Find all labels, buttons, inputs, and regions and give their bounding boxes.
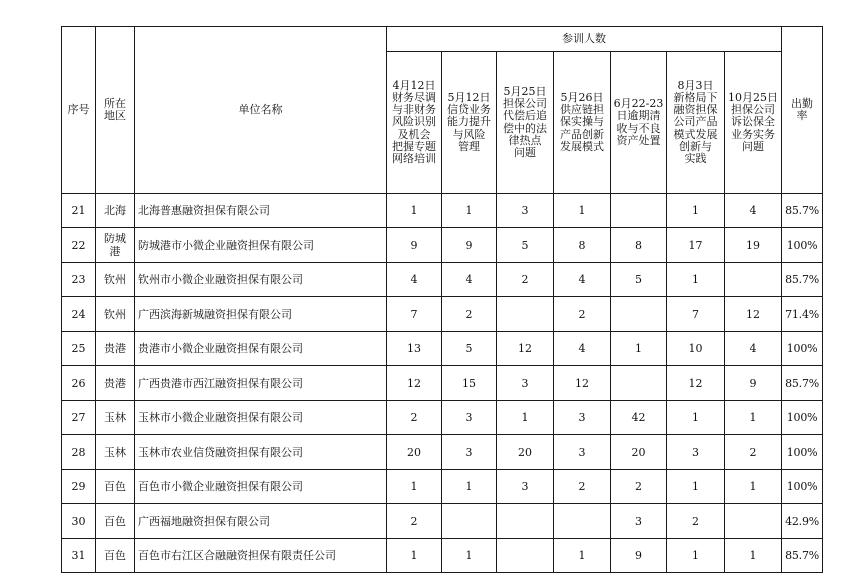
count-cell (725, 504, 782, 539)
count-cell: 15 (442, 366, 497, 401)
attendance-rate-cell: 100% (782, 435, 823, 470)
seq-cell: 24 (62, 297, 96, 332)
count-cell: 12 (387, 366, 442, 401)
count-cell: 3 (497, 470, 554, 504)
count-cell (725, 263, 782, 297)
count-cell: 1 (554, 539, 611, 573)
unit-name-cell: 玉林市小微企业融资担保有限公司 (135, 401, 387, 435)
count-cell: 1 (387, 539, 442, 573)
count-cell: 2 (611, 470, 667, 504)
count-cell: 1 (387, 194, 442, 228)
unit-name-cell: 百色市小微企业融资担保有限公司 (135, 470, 387, 504)
table-row (62, 263, 823, 297)
header-training-5: 6月22-23 日逾期清 收与不良 资产处置 (611, 52, 667, 194)
count-cell (442, 504, 497, 539)
unit-name-cell: 广西滨海新城融资担保有限公司 (135, 297, 387, 332)
count-cell (497, 297, 554, 332)
count-cell: 19 (725, 228, 782, 263)
count-cell: 1 (667, 401, 725, 435)
attendance-rate-cell: 100% (782, 401, 823, 435)
attendance-rate-cell: 100% (782, 228, 823, 263)
seq-cell: 21 (62, 194, 96, 228)
count-cell: 7 (667, 297, 725, 332)
count-cell: 2 (387, 504, 442, 539)
count-cell: 3 (667, 435, 725, 470)
seq-cell: 30 (62, 504, 96, 539)
count-cell: 1 (387, 470, 442, 504)
unit-name-cell: 北海普惠融资担保有限公司 (135, 194, 387, 228)
unit-name-cell: 防城港市小微企业融资担保有限公司 (135, 228, 387, 263)
header-attendance: 出勤 率 (782, 27, 823, 194)
count-cell: 3 (442, 401, 497, 435)
attendance-table (61, 26, 823, 573)
count-cell: 2 (442, 297, 497, 332)
seq-cell: 29 (62, 470, 96, 504)
region-cell: 百色 (96, 539, 135, 573)
table-row (62, 470, 823, 504)
count-cell: 1 (554, 194, 611, 228)
attendance-rate-cell: 85.7% (782, 194, 823, 228)
seq-cell: 23 (62, 263, 96, 297)
attendance-rate-cell: 100% (782, 332, 823, 366)
count-cell: 1 (667, 470, 725, 504)
seq-cell: 28 (62, 435, 96, 470)
count-cell: 10 (667, 332, 725, 366)
attendance-rate-cell: 85.7% (782, 263, 823, 297)
region-cell: 防城 港 (96, 228, 135, 263)
table-row (62, 194, 823, 228)
header-training-7: 10月25日 担保公司 诉讼保全 业务实务 问题 (725, 52, 782, 194)
count-cell: 2 (725, 435, 782, 470)
attendance-rate-cell: 71.4% (782, 297, 823, 332)
header-training-6: 8月3日 新格局下 融资担保 公司产品 模式发展 创新与 实践 (667, 52, 725, 194)
count-cell: 12 (725, 297, 782, 332)
count-cell: 9 (611, 539, 667, 573)
header-region: 所在 地区 (96, 27, 135, 194)
count-cell: 42 (611, 401, 667, 435)
count-cell: 2 (554, 470, 611, 504)
header-unit-name: 单位名称 (135, 27, 387, 194)
region-cell: 玉林 (96, 401, 135, 435)
unit-name-cell: 百色市右江区合融融资担保有限责任公司 (135, 539, 387, 573)
count-cell: 1 (667, 263, 725, 297)
table-row (62, 401, 823, 435)
count-cell: 1 (611, 332, 667, 366)
unit-name-cell: 贵港市小微企业融资担保有限公司 (135, 332, 387, 366)
count-cell: 3 (497, 366, 554, 401)
table-row (62, 332, 823, 366)
seq-cell: 22 (62, 228, 96, 263)
count-cell: 1 (725, 401, 782, 435)
count-cell: 4 (725, 332, 782, 366)
count-cell: 2 (387, 401, 442, 435)
count-cell: 9 (387, 228, 442, 263)
count-cell: 1 (442, 470, 497, 504)
unit-name-cell: 广西贵港市西江融资担保有限公司 (135, 366, 387, 401)
count-cell (611, 297, 667, 332)
header-training-2: 5月12日 信贷业务 能力提升 与风险 管理 (442, 52, 497, 194)
count-cell: 5 (497, 228, 554, 263)
count-cell: 9 (725, 366, 782, 401)
attendance-rate-cell: 100% (782, 470, 823, 504)
header-seq: 序号 (62, 27, 96, 194)
count-cell: 5 (611, 263, 667, 297)
count-cell: 12 (667, 366, 725, 401)
count-cell: 1 (725, 470, 782, 504)
count-cell: 1 (442, 194, 497, 228)
region-cell: 钦州 (96, 263, 135, 297)
table-row (62, 228, 823, 263)
count-cell: 5 (442, 332, 497, 366)
count-cell: 3 (554, 401, 611, 435)
unit-name-cell: 广西福地融资担保有限公司 (135, 504, 387, 539)
count-cell: 3 (442, 435, 497, 470)
count-cell (611, 366, 667, 401)
count-cell (497, 504, 554, 539)
region-cell: 贵港 (96, 332, 135, 366)
count-cell: 20 (497, 435, 554, 470)
count-cell: 17 (667, 228, 725, 263)
count-cell (554, 504, 611, 539)
count-cell: 12 (554, 366, 611, 401)
count-cell: 2 (667, 504, 725, 539)
region-cell: 钦州 (96, 297, 135, 332)
region-cell: 玉林 (96, 435, 135, 470)
attendance-rate-cell: 85.7% (782, 539, 823, 573)
count-cell: 3 (497, 194, 554, 228)
count-cell: 12 (497, 332, 554, 366)
attendance-rate-cell: 85.7% (782, 366, 823, 401)
header-training-4: 5月26日 供应链担 保实操与 产品创新 发展模式 (554, 52, 611, 194)
region-cell: 百色 (96, 470, 135, 504)
region-cell: 百色 (96, 504, 135, 539)
count-cell: 4 (554, 332, 611, 366)
attendance-rate-cell: 42.9% (782, 504, 823, 539)
table-row (62, 504, 823, 539)
unit-name-cell: 钦州市小微企业融资担保有限公司 (135, 263, 387, 297)
header-training-1: 4月12日 财务尽调 与非财务 风险识别 及机会 把握专题 网络培训 (387, 52, 442, 194)
count-cell: 20 (611, 435, 667, 470)
count-cell: 1 (725, 539, 782, 573)
count-cell: 8 (611, 228, 667, 263)
header-group-trainees: 参训人数 (387, 27, 782, 52)
count-cell: 4 (725, 194, 782, 228)
count-cell: 13 (387, 332, 442, 366)
count-cell: 3 (554, 435, 611, 470)
table-row (62, 539, 823, 573)
count-cell: 20 (387, 435, 442, 470)
table-row (62, 366, 823, 401)
seq-cell: 25 (62, 332, 96, 366)
table-row (62, 297, 823, 332)
unit-name-cell: 玉林市农业信贷融资担保有限公司 (135, 435, 387, 470)
header-training-3: 5月25日 担保公司 代偿后追 偿中的法 律热点 问题 (497, 52, 554, 194)
count-cell (611, 194, 667, 228)
seq-cell: 26 (62, 366, 96, 401)
count-cell: 2 (497, 263, 554, 297)
count-cell: 4 (554, 263, 611, 297)
count-cell: 8 (554, 228, 611, 263)
count-cell: 2 (554, 297, 611, 332)
count-cell: 4 (387, 263, 442, 297)
count-cell: 1 (667, 539, 725, 573)
region-cell: 贵港 (96, 366, 135, 401)
count-cell (497, 539, 554, 573)
count-cell: 1 (442, 539, 497, 573)
count-cell: 9 (442, 228, 497, 263)
count-cell: 4 (442, 263, 497, 297)
seq-cell: 27 (62, 401, 96, 435)
count-cell: 1 (667, 194, 725, 228)
count-cell: 3 (611, 504, 667, 539)
count-cell: 1 (497, 401, 554, 435)
table-row (62, 435, 823, 470)
region-cell: 北海 (96, 194, 135, 228)
count-cell: 7 (387, 297, 442, 332)
seq-cell: 31 (62, 539, 96, 573)
